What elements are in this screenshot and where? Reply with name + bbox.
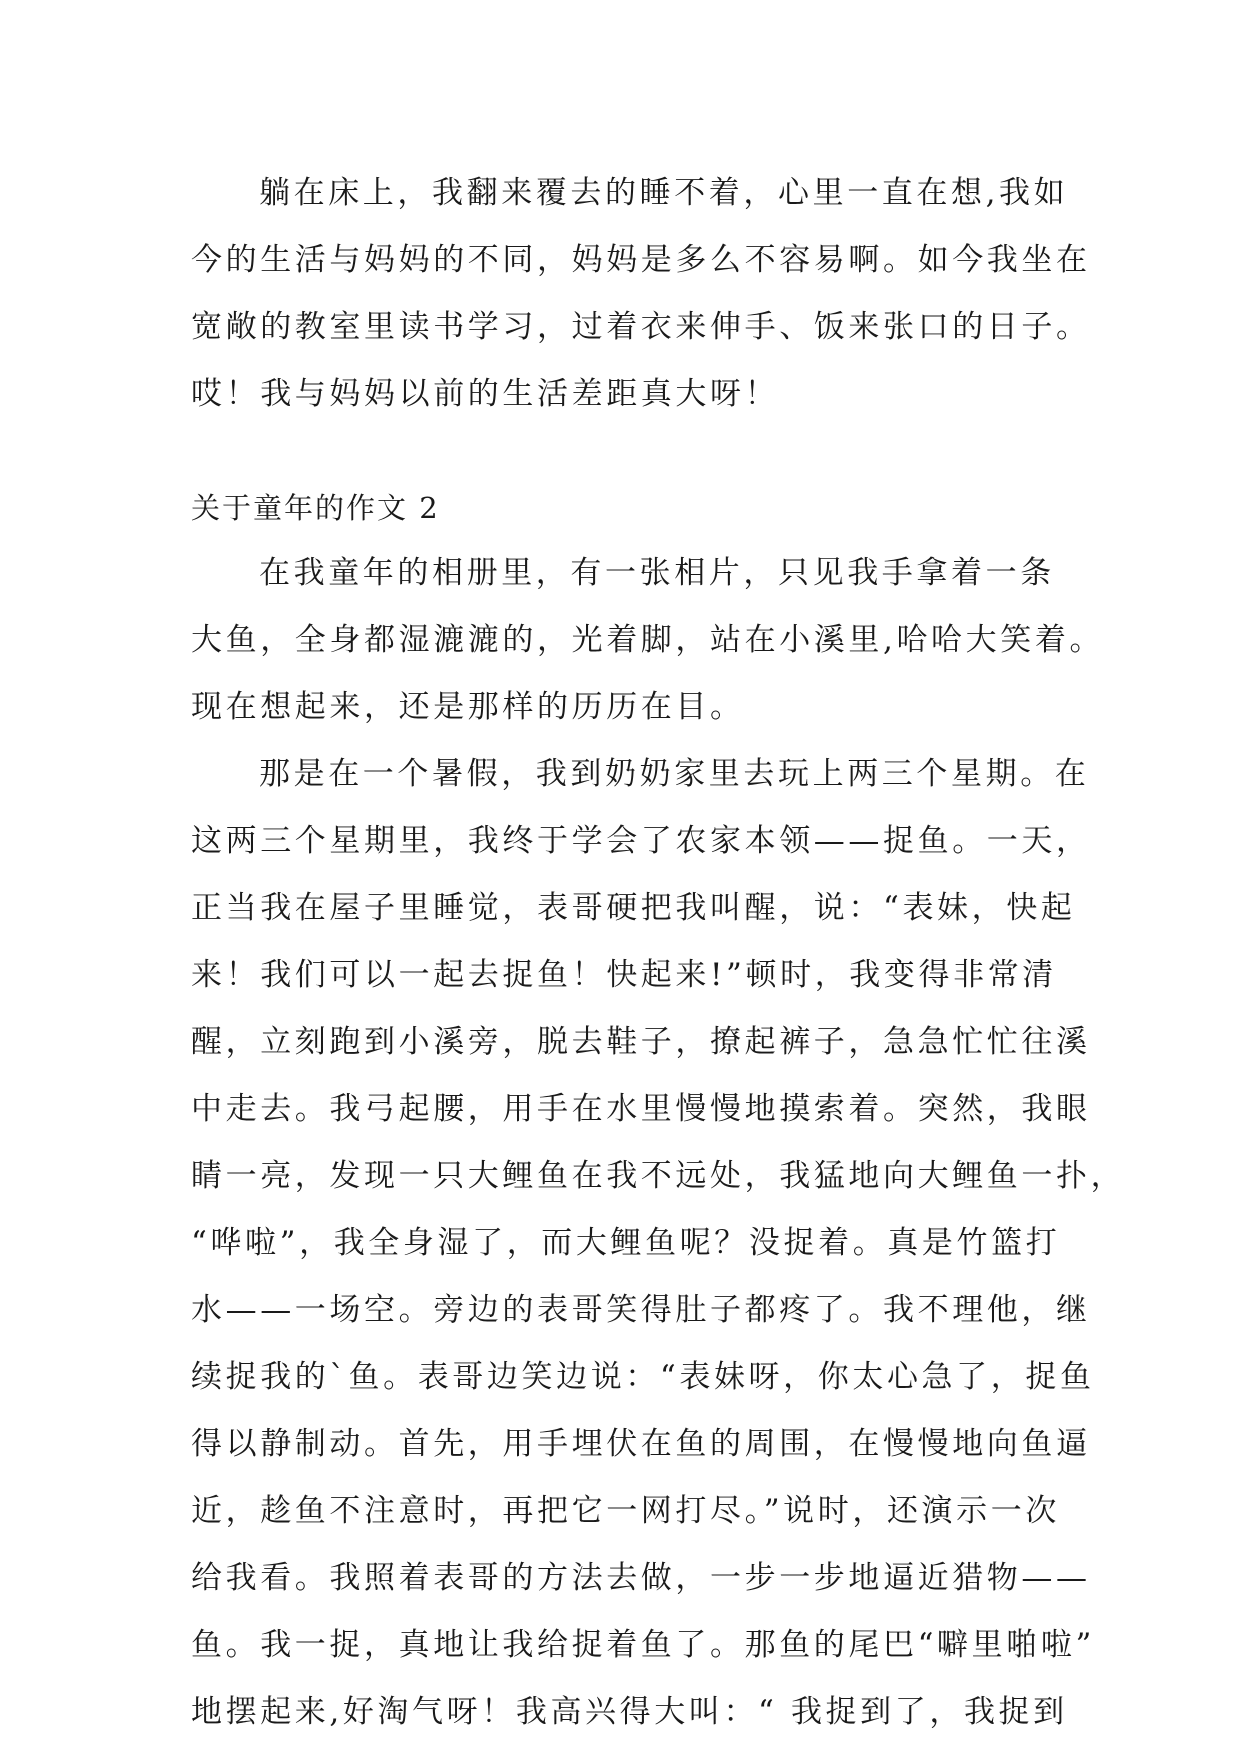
paragraph-2 bbox=[191, 540, 1105, 741]
text-line: 今的生活与妈妈的不同，妈妈是多么不容易啊。如今我坐在 bbox=[191, 242, 1091, 278]
text-line: 躺在床上，我翻来覆去的睡不着，心里一直在想,我如 bbox=[259, 175, 1069, 211]
text-line: 得以静制动。首先，用手埋伏在鱼的周围，在慢慢地向鱼逼 bbox=[191, 1426, 1091, 1462]
text-line: 现在想起来，还是那样的历历在目。 bbox=[191, 689, 745, 725]
document-body bbox=[191, 160, 1126, 1746]
text-line: 鱼。我一捉，真地让我给捉着鱼了。那鱼的尾巴“噼里啪啦” bbox=[191, 1627, 1095, 1663]
paragraph-1 bbox=[191, 160, 1091, 428]
text-line: 续捉我的`鱼。表哥边笑边说：“表妹呀，你太心急了，捉鱼 bbox=[191, 1359, 1095, 1395]
paragraph-3 bbox=[191, 741, 1126, 1746]
text-line: 水——一场空。旁边的表哥笑得肚子都疼了。我不理他，继 bbox=[191, 1292, 1091, 1328]
text-line: 这两三个星期里，我终于学会了农家本领——捉鱼。一天， bbox=[191, 823, 1091, 859]
text-line: 睛一亮，发现一只大鲤鱼在我不远处，我猛地向大鲤鱼一扑， bbox=[191, 1158, 1126, 1194]
text-line: 给我看。我照着表哥的方法去做，一步一步地逼近猎物—— bbox=[191, 1560, 1091, 1596]
text-line: 醒，立刻跑到小溪旁，脱去鞋子，撩起裤子，急急忙忙往溪 bbox=[191, 1024, 1091, 1060]
section-heading: 关于童年的作文 2 bbox=[191, 491, 440, 525]
text-line: 在我童年的相册里，有一张相片，只见我手拿着一条 bbox=[259, 555, 1055, 591]
text-line: 哎！我与妈妈以前的生活差距真大呀！ bbox=[191, 376, 780, 412]
text-line: 那是在一个暑假，我到奶奶家里去玩上两三个星期。在 bbox=[259, 756, 1090, 792]
text-line: 正当我在屋子里睡觉，表哥硬把我叫醒，说：“表妹，快起 bbox=[191, 890, 1076, 926]
text-line: 大鱼，全身都湿漉漉的，光着脚，站在小溪里,哈哈大笑着。 bbox=[191, 622, 1105, 658]
text-line: 近，趁鱼不注意时，再把它一网打尽。”说时，还演示一次 bbox=[191, 1493, 1060, 1529]
text-line: 中走去。我弓起腰，用手在水里慢慢地摸索着。突然，我眼 bbox=[191, 1091, 1091, 1127]
text-line: 宽敞的教室里读书学习，过着衣来伸手、饭来张口的日子。 bbox=[191, 309, 1091, 345]
text-line: 地摆起来,好淘气呀！我高兴得大叫：“ 我捉到了，我捉到 bbox=[191, 1694, 1068, 1730]
section-gap bbox=[191, 428, 1071, 476]
text-line: 来！我们可以一起去捉鱼！快起来!”顿时，我变得非常清 bbox=[191, 957, 1057, 993]
text-line: “哗啦”，我全身湿了，而大鲤鱼呢？没捉着。真是竹篮打 bbox=[191, 1225, 1061, 1261]
